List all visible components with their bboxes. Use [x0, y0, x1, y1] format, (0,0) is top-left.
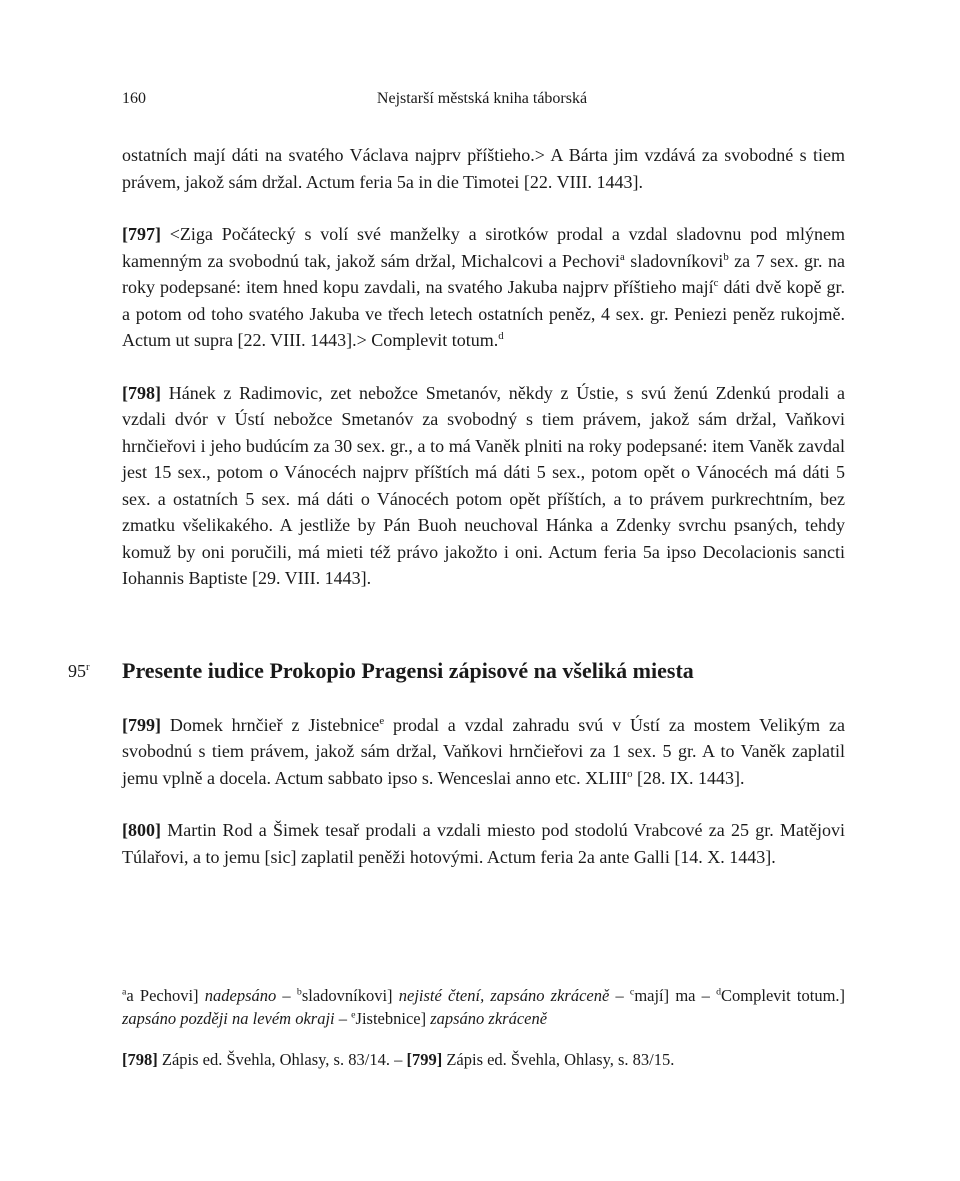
footnote-lemma: Complevit totum.]: [721, 986, 846, 1005]
footnote-mark: e: [351, 1009, 356, 1021]
footnote-note: nadepsáno: [204, 986, 277, 1005]
entry-798: [122, 380, 845, 592]
entry-number: [799]: [122, 714, 161, 735]
footnote-lemma: mají] ma: [634, 986, 696, 1005]
footnote-lemma: Jistebnice]: [355, 1009, 431, 1028]
footnote-ref: d: [498, 330, 504, 342]
entry-text: dáti dvě kopě gr. a potom od toho svatého Jakuba ve třech letech ostatních peněz, 4 sex. gr. Peniezi peněz rukojmě. Actum ut supra [22. VIII. 1443].> Complevit totum.: [122, 277, 845, 350]
entry-number: [798]: [122, 382, 161, 403]
entry-text: Domek hrnčieř z Jistebnice: [161, 714, 380, 735]
entry-number: [800]: [122, 820, 161, 840]
footnote-lemma: sladovníkovi]: [301, 986, 399, 1005]
entry-text: Martin Rod a Šimek tesař prodali a vzdali miesto pod stodolú Vrabcové za 25 gr. Matějovi Túlařovi, a to jemu [sic] zaplatil peněži hotovými. Actum feria 2a ante Galli [14. X. 1443].: [122, 820, 845, 867]
separator: –: [334, 1009, 352, 1028]
footnotes: [122, 984, 845, 1071]
critical-apparatus: [122, 984, 845, 1030]
commentary-text: Zápis ed. Švehla, Ohlasy, s. 83/15.: [442, 1050, 675, 1069]
section-spacer: [122, 592, 845, 656]
folio-side: r: [86, 660, 90, 673]
separator: –: [276, 986, 297, 1005]
separator: –: [389, 1050, 407, 1069]
section-heading: Presente iudice Prokopio Pragensi zápisové na všeliká miesta: [122, 657, 694, 683]
footnote-lemma: a Pechovi]: [126, 986, 205, 1005]
footnote-note: zapsáno zkráceně: [430, 1009, 548, 1028]
footnote-mark: a: [122, 986, 127, 998]
folio-number: 95: [68, 660, 86, 681]
running-title: Nejstarší městská kniha táborská: [376, 90, 588, 107]
entry-text: prodal a vzdal zahradu svú v Ústí za mostem Velikým za svobodnú s tiem právem, jakož sám držal, Vaňkovi hrnčieřovi za 1 sex. 5 gr. A to Vaněk zaplatil jemu vplně a docela. Actum sabbato ipso s. Wenceslai anno etc. XLIII: [122, 714, 845, 788]
entry-text: [28. IX. 1443].: [632, 767, 745, 788]
section-heading-block: [68, 656, 845, 686]
footnote-mark: d: [716, 986, 722, 998]
folio-marker: [68, 656, 90, 686]
entry-number: [798]: [122, 1050, 158, 1069]
footnote-note: zapsáno později na levém okraji: [122, 1009, 335, 1028]
entry-number: [797]: [122, 224, 161, 244]
entry-number: [799]: [406, 1050, 443, 1069]
page-header: [122, 90, 842, 114]
footnote-mark: c: [629, 986, 635, 998]
footnote-ref: c: [713, 277, 719, 289]
footnote-ref: a: [620, 250, 625, 263]
commentary-text: Zápis ed. Švehla, Ohlasy, s. 83/14.: [157, 1050, 390, 1069]
footnote-ref: e: [379, 714, 385, 727]
entry-799: [122, 712, 845, 792]
footnote-mark: b: [296, 986, 302, 998]
entry-text: <Ziga Počátecký s volí své manželky a sirotków prodal a vzdal sladovnu pod mlýnem kamenným za svobodnú tak, jakož sám držal, Michalcovi a Pechovi: [122, 224, 845, 271]
main-text: [68, 142, 846, 870]
separator: –: [609, 986, 630, 1005]
commentary: [122, 1048, 845, 1071]
footnote-ref: b: [723, 250, 729, 263]
entry-text: sladovníkovi: [624, 250, 724, 271]
footnote-note: nejisté čtení, zapsáno zkráceně: [398, 986, 610, 1005]
entry-text: za 7 sex. gr. na roky podepsané: item hned kopu zavdali, na svatého Jakuba najprv příštieho mají: [122, 250, 846, 297]
entry-797: [122, 221, 845, 354]
entry-800: [122, 817, 845, 870]
entry-796-continuation: ostatních mají dáti na svatého Václava najprv příštieho.> A Bárta jim vzdává za svobodné s tiem právem, jakož sám držal. Actum feria 5a in die Timotei [22. VIII. 1443].: [122, 145, 845, 192]
entry-text: Hánek z Radimovic, zet nebožce Smetanóv, někdy z Ústie, s svú ženú Zdenkú prodali a vzdali dvór v Ústí nebožce Smetanóv za svobodný s tiem právem, jakož sám držal, Vaňkovi hrnčieřovi i jeho budúcím za 30 sex. gr., a to má Vaněk plniti na roky podepsané: item Vaněk zavdal jest 15 sex., potom o Vánocéch najprv příštích má dáti 5 sex., potom opět o Vánocéch má dáti 5 sex. a ostatních 5 sex. má dáti o Vánocéch potom opět příštích, a to právem purkrechtním, bez zmatku všelikakého. A jestliže by Pán Buoh neuchoval Hánka a Zdenky svrchu psaných, tehdy komuž by oni poručili, má mieti též právo jakožto i oni. Actum feria 5a ipso Decolacionis sancti Iohannis Baptiste [29. VIII. 1443].: [122, 382, 845, 588]
superscript-o: o: [627, 767, 633, 780]
separator: –: [695, 986, 717, 1005]
page-number: 160: [122, 90, 146, 107]
